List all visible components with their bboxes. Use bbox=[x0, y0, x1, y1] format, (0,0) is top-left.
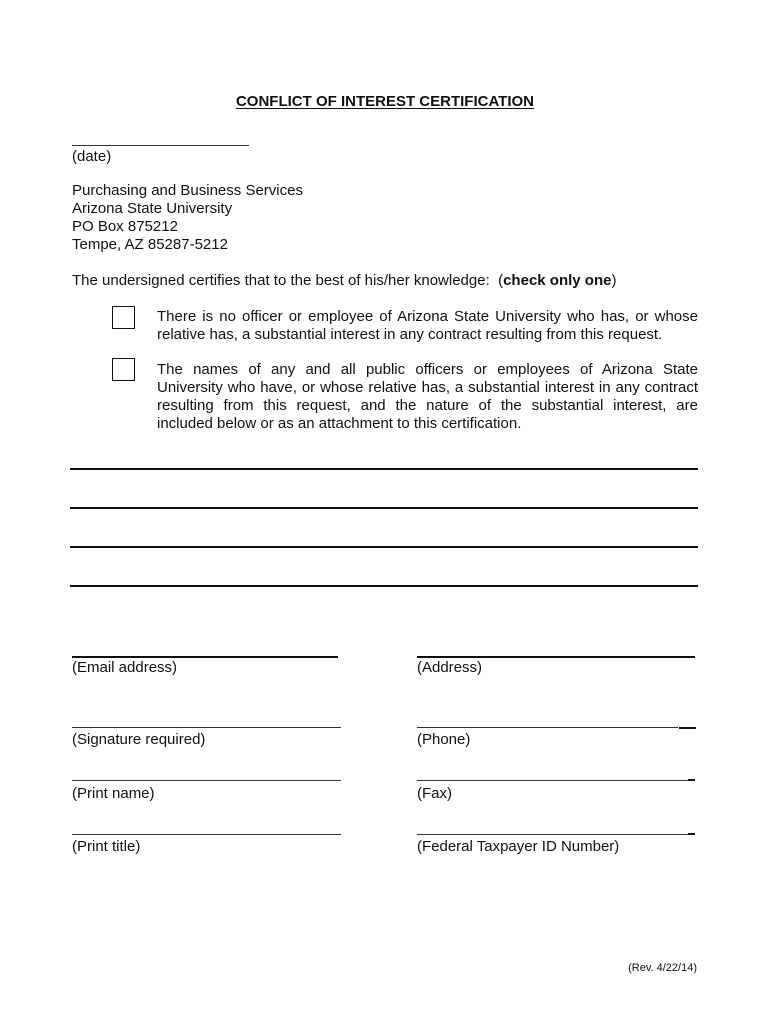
no-substantial-interest-text bbox=[157, 308, 698, 344]
phone-label: (Phone) bbox=[417, 731, 471, 748]
signature-field[interactable] bbox=[72, 727, 341, 728]
print-name-field[interactable] bbox=[72, 780, 341, 781]
print-title-field[interactable] bbox=[72, 834, 341, 835]
phone-field[interactable] bbox=[417, 727, 678, 728]
recipient-city-state-zip: Tempe, AZ 85287-5212 bbox=[72, 236, 228, 253]
interest-details-line-4[interactable] bbox=[70, 585, 698, 587]
interest-details-line-2[interactable] bbox=[70, 507, 698, 509]
no-substantial-interest-checkbox[interactable] bbox=[112, 306, 135, 329]
fax-field-underline-end bbox=[688, 779, 695, 781]
print-title-label: (Print title) bbox=[72, 838, 141, 855]
recipient-department: Purchasing and Business Services bbox=[72, 182, 303, 199]
document-title: CONFLICT OF INTEREST CERTIFICATION bbox=[235, 93, 535, 110]
certification-statement-close: ) bbox=[611, 272, 617, 289]
interest-details-line-3[interactable] bbox=[70, 546, 698, 548]
certification-statement bbox=[72, 272, 616, 290]
option-text-line: resulting from this request, and the nature of the substantial interest, are bbox=[157, 397, 698, 414]
signature-required-label: (Signature required) bbox=[72, 731, 206, 748]
address-label: (Address) bbox=[417, 659, 483, 676]
recipient-po-box: PO Box 875212 bbox=[72, 218, 178, 235]
certification-statement-text: The undersigned certifies that to the best of his/her knowledge: ( bbox=[72, 272, 504, 289]
phone-field-underline-end bbox=[679, 727, 696, 729]
federal-taxpayer-id-label: (Federal Taxpayer ID Number) bbox=[417, 838, 620, 855]
option-text-line: relative has, a substantial interest in any contract resulting from this request. bbox=[157, 326, 663, 343]
date-label: (date) bbox=[72, 148, 112, 165]
check-only-one-emphasis: check only one bbox=[503, 272, 612, 289]
recipient-university: Arizona State University bbox=[72, 200, 233, 217]
email-address-label: (Email address) bbox=[72, 659, 178, 676]
federal-taxpayer-id-field[interactable] bbox=[417, 834, 688, 835]
fax-label: (Fax) bbox=[417, 785, 452, 802]
recipient-address-block bbox=[72, 182, 303, 254]
address-field[interactable] bbox=[417, 656, 695, 658]
email-address-field[interactable] bbox=[72, 656, 338, 658]
option-text-line: There is no officer or employee of Arizona State University who has, or whose bbox=[157, 308, 698, 325]
option-text-line: The names of any and all public officers or employees of Arizona State bbox=[157, 361, 698, 378]
option-text-line: University who have, or whose relative has, a substantial interest in any contract bbox=[157, 379, 698, 396]
option-text-line: included below or as an attachment to this certification. bbox=[157, 415, 522, 432]
revision-date: (Rev. 4/22/14) bbox=[628, 962, 697, 974]
date-field[interactable] bbox=[72, 145, 249, 146]
fax-field[interactable] bbox=[417, 780, 688, 781]
names-listed-below-checkbox[interactable] bbox=[112, 358, 135, 381]
print-name-label: (Print name) bbox=[72, 785, 155, 802]
interest-details-line-1[interactable] bbox=[70, 468, 698, 470]
federal-taxpayer-id-underline-end bbox=[688, 833, 695, 835]
names-listed-below-text bbox=[157, 361, 698, 433]
